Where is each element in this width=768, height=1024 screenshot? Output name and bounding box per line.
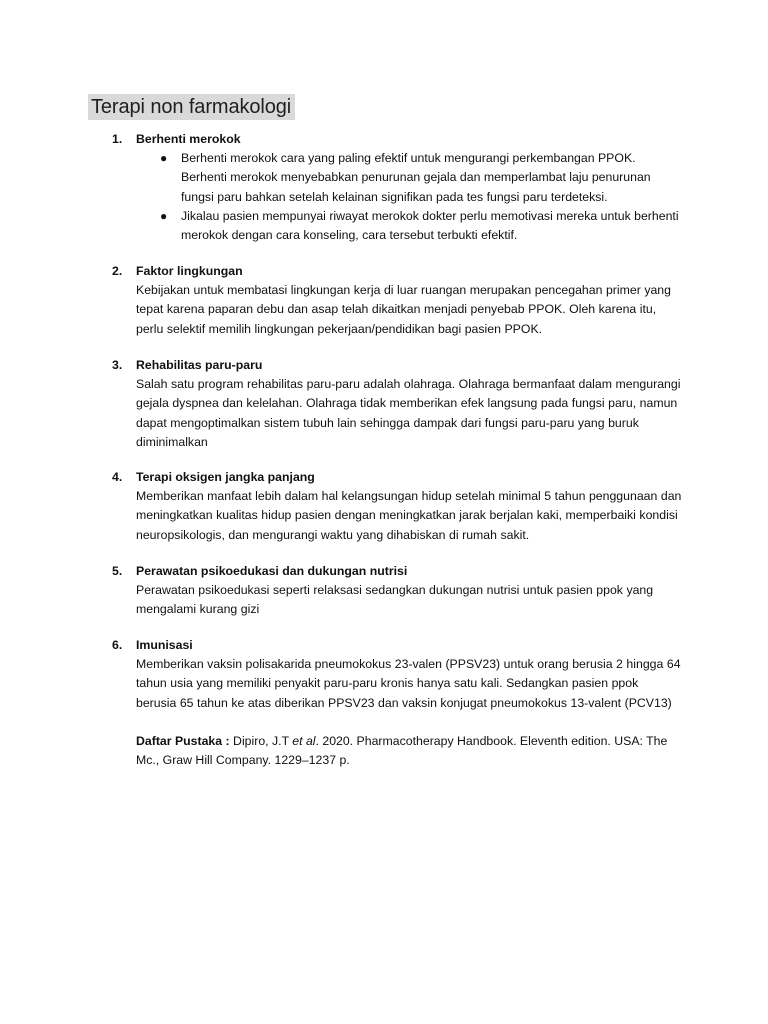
section-body: Memberikan vaksin polisakarida pneumokokus 23-valen (PPSV23) untuk orang berusia 2 hingga 64 tahun usia yang memiliki penyakit paru-paru kronis hanya satu kali. Sedangkan pasien ppok berusia 65 tahun ke atas diberikan PPSV23 dan vaksin konjugat pneumokokus 13-valent (PCV13) — [136, 657, 681, 710]
section-header — [112, 468, 682, 487]
section-body: Perawatan psikoedukasi seperti relaksasi sedangkan dukungan nutrisi untuk pasien ppok yang mengalami kurang gizi — [136, 583, 654, 617]
section-header — [112, 262, 682, 281]
bullet-list — [112, 149, 682, 245]
list-item — [160, 149, 682, 207]
section-number: 1. — [112, 132, 123, 146]
section-number: 6. — [112, 638, 123, 652]
section-rehabilitas-paru — [112, 356, 682, 452]
section-body: Salah satu program rehabilitas paru-paru adalah olahraga. Olahraga bermanfaat dalam mengurangi gejala dyspnea dan kelelahan. Olahraga tidak memberikan efek langsung pada fungsi paru, namun dapat mengoptimalkan sistem tubuh lain sehingga dampak dari fungsi paru-paru yang buruk diminimalkan — [136, 377, 681, 449]
section-imunisasi — [112, 636, 682, 713]
section-number: 2. — [112, 264, 123, 278]
section-header — [112, 356, 682, 375]
section-body: Memberikan manfaat lebih dalam hal kelangsungan hidup setelah minimal 5 tahun penggunaan dan meningkatkan kualitas hidup pasien dengan meningkatkan jarak berjalan kaki, memperbaiki kondisi neuropsikologis, dan mengurangi waktu yang dihabiskan di rumah sakit. — [136, 489, 682, 542]
section-header — [112, 562, 682, 581]
section-heading: Faktor lingkungan — [136, 264, 243, 278]
section-number: 5. — [112, 564, 123, 578]
reference — [136, 732, 682, 770]
section-number: 3. — [112, 358, 123, 372]
section-heading: Imunisasi — [136, 638, 193, 652]
reference-author: Dipiro, J.T — [229, 734, 293, 748]
section-heading: Rehabilitas paru-paru — [136, 358, 263, 372]
section-number: 4. — [112, 470, 123, 484]
bullet-text: Jikalau pasien mempunyai riwayat merokok dokter perlu memotivasi mereka untuk berhenti merokok dengan cara konseling, cara tersebut terbukti efektif. — [181, 208, 679, 242]
reference-et-al: et al — [292, 734, 316, 748]
bullet-icon: ● — [160, 151, 168, 166]
bullet-text: Berhenti merokok cara yang paling efektif untuk mengurangi perkembangan PPOK. Berhenti merokok menyebabkan penurunan gejala dan memperlambat laju penurunan fungsi paru bahkan setelah kelainan signifikan pada tes fungsi paru terdeteksi. — [181, 151, 651, 204]
section-header — [112, 636, 682, 655]
reference-label: Daftar Pustaka : — [136, 734, 230, 748]
section-heading: Perawatan psikoedukasi dan dukungan nutrisi — [136, 564, 408, 578]
page-title: Terapi non farmakologi — [88, 94, 295, 120]
section-header — [112, 130, 682, 149]
reference-details: . 2020. Pharmacotherapy Handbook. Eleventh edition. USA: The Mc., Graw Hill Company. 1229–1237 p. — [136, 734, 668, 768]
section-body: Kebijakan untuk membatasi lingkungan kerja di luar ruangan merupakan pencegahan primer yang tepat karena paparan debu dan asap telah dikaitkan menjadi penyebab PPOK. Oleh karena itu, perlu selektif memilih lingkungan pekerjaan/pendidikan bagi pasien PPOK. — [136, 283, 671, 336]
bullet-icon: ● — [160, 208, 168, 223]
section-psikoedukasi-nutrisi — [112, 562, 682, 620]
section-heading: Terapi oksigen jangka panjang — [136, 470, 315, 484]
section-heading: Berhenti merokok — [136, 132, 241, 146]
section-berhenti-merokok — [112, 130, 682, 245]
section-faktor-lingkungan — [112, 262, 682, 339]
list-item — [160, 207, 682, 245]
section-terapi-oksigen — [112, 468, 682, 545]
